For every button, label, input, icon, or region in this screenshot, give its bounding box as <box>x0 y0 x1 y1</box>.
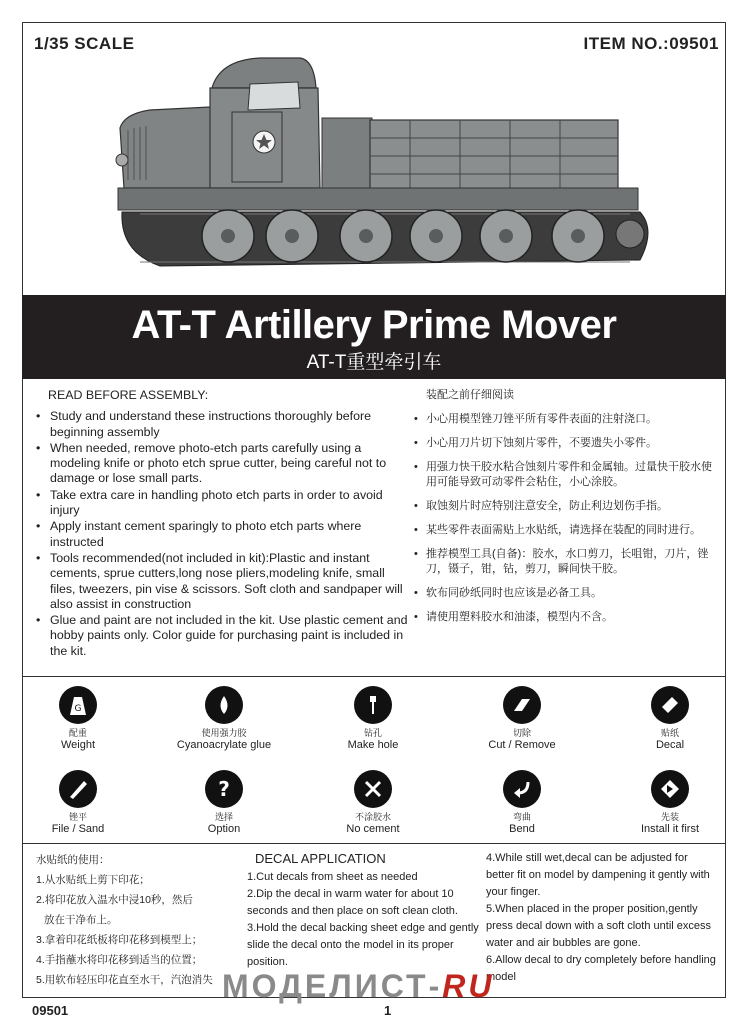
cut-icon <box>503 686 541 724</box>
svg-text:G: G <box>74 704 82 714</box>
legend-install-first: 先装 Install it first <box>610 770 730 835</box>
instruction-cn-item: • 小心用模型锉刀锉平所有零件表面的注射浇口。 <box>414 412 714 427</box>
instruction-cn-item: • 某些零件表面需贴上水贴纸，请选择在装配的同时进行。 <box>414 523 714 538</box>
divider <box>22 676 726 677</box>
instruction-en-item: • Tools recommended(not included in kit):Plastic and instant cements, sprue cutters,long nose pliers,modeling knife, small files, tweezers, pin vise & scissors. Soft cloth and sandpaper will also assist in construction <box>36 551 408 612</box>
instruction-en-item: • Glue and paint are not included in the kit. Use plastic cement and hobby paints only. Color guide for purchasing paint is included in the kit. <box>36 613 408 659</box>
instruction-en-item: • Apply instant cement sparingly to photo etch parts where instructed <box>36 519 408 550</box>
instructions-en-heading: READ BEFORE ASSEMBLY: <box>48 388 209 402</box>
decal-cn-line: 3.拿着印花纸板将印花移到模型上； <box>36 934 203 946</box>
svg-text:?: ? <box>218 777 230 801</box>
legend-option: ? 选择 Option <box>164 770 284 835</box>
legend-no-cement: 不涂胶水 No cement <box>313 770 433 835</box>
decal-en <box>247 850 479 971</box>
weight-icon <box>59 686 97 724</box>
instruction-cn-item: • 推荐模型工具(自备)：胶水，水口剪刀，长咀钳，刀片，锉刀，镊子，钳，钻，剪刀，瞬间快干胶。 <box>414 547 714 577</box>
scale-label: 1/35 SCALE <box>34 34 135 53</box>
legend-weight: G 配重 Weight <box>18 686 138 751</box>
decal-en-step: 5.When placed in the proper position,gently press decal down with a soft cloth until excess water and air bubbles are gone. <box>486 903 712 949</box>
divider <box>22 843 726 844</box>
decal-icon <box>651 686 689 724</box>
instruction-en-item: • When needed, remove photo-etch parts carefully using a modeling knife or photo etch sprue cutter, being careful not to damage or lose small parts. <box>36 441 408 487</box>
bend-icon <box>503 770 541 808</box>
instructions-en <box>36 388 408 660</box>
decal-cn-line: 5.用软布轻压印花直至水干，汽泡消失 <box>36 974 213 986</box>
install-first-icon <box>651 770 689 808</box>
instruction-cn-item: • 用强力快干胶水粘合蚀刻片零件和金属轴。过量快干胶水使用可能导致可动零件会粘住，小心涂胶。 <box>414 460 714 490</box>
legend-cut: 切除 Cut / Remove <box>462 686 582 751</box>
decal-en-heading: DECAL APPLICATION <box>255 851 386 866</box>
instruction-en-item: • Take extra care in handling photo etch parts in order to avoid injury <box>36 488 408 519</box>
watermark: МОДЕЛИСТ-RU <box>222 968 495 1004</box>
instruction-cn-item: • 请使用塑料胶水和油漆，模型内不含。 <box>414 610 714 625</box>
decal-cn <box>36 850 236 990</box>
decal-en-step: 6.Allow decal to dry completely before handling model <box>486 954 716 983</box>
decal-en-step: 4.While still wet,decal can be adjusted for better fit on model by dampening it gently with your finger. <box>486 852 710 898</box>
symbol-legend <box>22 680 726 840</box>
question-icon <box>205 770 243 808</box>
decal-en-continued <box>486 850 716 986</box>
legend-bend: 弯曲 Bend <box>462 770 582 835</box>
decal-en-step: 1.Cut decals from sheet as needed <box>247 871 418 883</box>
decal-cn-line: 2.将印花放入温水中浸10秒，然后 <box>36 894 193 906</box>
legend-decal: 贴纸 Decal <box>610 686 730 751</box>
title-en: AT-T Artillery Prime Mover <box>131 303 617 347</box>
decal-cn-heading: 水贴纸的使用： <box>36 854 110 866</box>
page-number: 1 <box>384 1003 392 1018</box>
legend-glue: 使用强力胶 Cyanoacrylate glue <box>164 686 284 751</box>
title-cn: AT-T重型牵引车 <box>306 352 442 373</box>
no-cement-icon <box>354 770 392 808</box>
file-icon <box>59 770 97 808</box>
decal-cn-line: 1.从水贴纸上剪下印花； <box>36 874 150 886</box>
vehicle-illustration <box>100 48 660 280</box>
legend-drill: 钻孔 Make hole <box>313 686 433 751</box>
instruction-cn-item: • 小心用刀片切下蚀刻片零件，不要遗失小零件。 <box>414 436 714 451</box>
footer-item-number: 09501 <box>32 1003 69 1018</box>
instructions-cn-heading: 装配之前仔细阅读 <box>426 389 514 401</box>
instructions-cn <box>414 388 714 634</box>
decal-cn-line: 放在干净布上。 <box>44 914 118 926</box>
instruction-cn-item: • 取蚀刻片时应特别注意安全，防止利边划伤手指。 <box>414 499 714 514</box>
instruction-cn-item: • 软布同砂纸同时也应该是必备工具。 <box>414 586 714 601</box>
item-number: ITEM NO.:09501 <box>583 34 719 53</box>
decal-cn-line: 4.手指蘸水将印花移到适当的位置； <box>36 954 203 966</box>
glue-drop-icon <box>205 686 243 724</box>
decal-en-step: 3.Hold the decal backing sheet edge and gently slide the decal onto the model in its proper position. <box>247 922 479 968</box>
title-band <box>22 295 726 379</box>
drill-icon <box>354 686 392 724</box>
decal-en-step: 2.Dip the decal in warm water for about 10 seconds and then place on soft clean cloth. <box>247 888 458 917</box>
instruction-en-item: • Study and understand these instructions thoroughly before beginning assembly <box>36 409 408 440</box>
legend-file: 锉平 File / Sand <box>18 770 138 835</box>
